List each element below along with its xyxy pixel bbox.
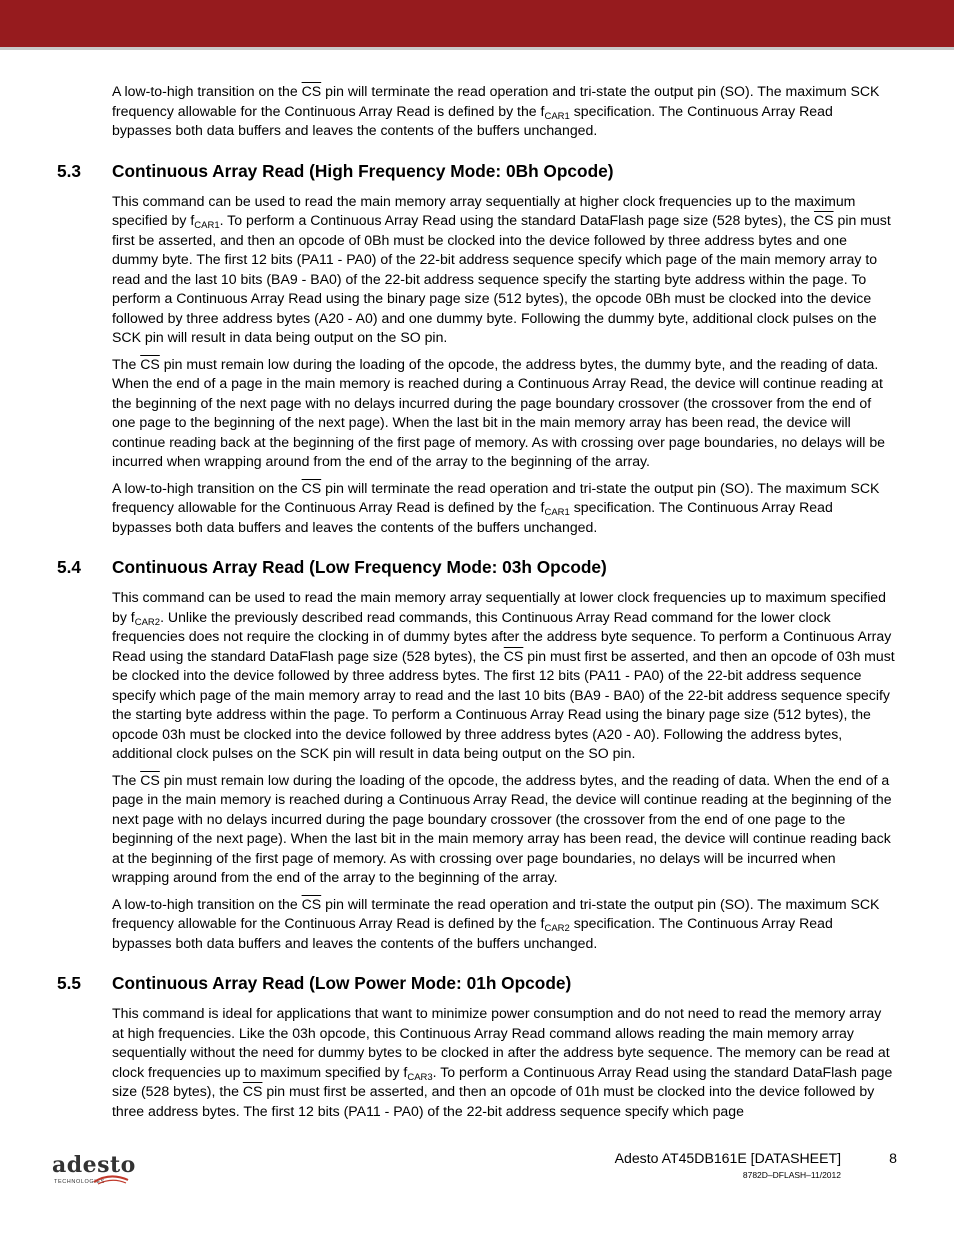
section-heading-5-5: 5.5 Continuous Array Read (Low Power Mode: 01h Opcode) (57, 973, 572, 993)
section-5-3-paragraph-1: This command can be used to read the main memory array sequentially at higher clock frequencies up to the maximum specified by $f_{CAR1}$. To perform a Continuous Array Read using the standard DataFlash page size (528 bytes), the $\overline{CS}$ pin must first be asserted, and then an opcode of 0Bh must be clocked into the device followed by three address bytes and one dummy byte. The first 12 bits (PA11 - PA0) of the 22-bit address sequence specify which page of the main memory array to read and the last 10 bits (BA9 - BA0) of the 22-bit address sequence specify the starting byte address within the page. To perform a Continuous Array Read using the binary page size (512 bytes), the opcode 0Bh must be clocked into the device followed by three address bytes (A20 - A0) and one dummy byte. Following the dummy byte, additional clock pulses on the SCK pin will result in data being output on the SO pin. (112, 192, 891, 345)
page-number: 8 (889, 1150, 897, 1166)
footer-doc-title: Adesto AT45DB161E [DATASHEET] (614, 1150, 841, 1166)
section-heading-5-3: 5.3 Continuous Array Read (High Frequency Mode: 0Bh Opcode) (57, 160, 614, 181)
header-divider (0, 47, 954, 50)
section-heading-5-4: 5.4 Continuous Array Read (Low Frequency Mode: 03h Opcode) (57, 557, 607, 577)
section-5-4-paragraph-2: The $\overline{CS}$ pin must remain low during the loading of the opcode, the address bytes, and the reading of data. When the end of a page in the main memory is reached during a Continuous Array Read, the device will continue reading at the beginning of the next page with no delays incurred during the page boundary crossover (the crossover from the end of one page to the beginning of the next page). When the last bit in the main memory array has been read, the device will continue reading back at the beginning of the first page of memory. As with crossing over page boundaries, no delays will be incurred when wrapping around from the end of the array to the beginning of the array. (112, 771, 892, 885)
logo-wordmark: adesto (52, 1152, 136, 1178)
header-bar (0, 0, 954, 47)
logo-swoosh-icon (92, 1174, 130, 1186)
section-5-3-paragraph-2: The $\overline{CS}$ pin must remain low during the loading of the opcode, the address bytes, the dummy byte, and the reading of data. When the end of a page in the main memory is reached during a Continuous Array Read, the device will continue reading at the beginning of the next page with no delays incurred during the page boundary crossover (the crossover from the end of one page to the beginning of the next page). When the last bit in the main memory array has been read, the device will continue reading back at the beginning of the first page of memory. As with crossing over page boundaries, no delays will be incurred when wrapping around from the end of the array to the beginning of the array. (112, 355, 886, 469)
section-5-3-paragraph-3: A low-to-high transition on the $\overline{CS}$ pin will terminate the read operation and tri-state the output pin (SO). The maximum SCK frequency allowable for the Continuous Array Read is defined by the $f_{CAR1}$ specification. The Continuous Array Read bypasses both data buffers and leaves the contents of the buffers unchanged. (112, 479, 880, 535)
section-5-5-paragraph-1: This command is ideal for applications that want to minimize power consumption and do not need to read the memory array at high frequencies. Like the 03h opcode, this Continuous Array Read command allows reading the main memory array sequentially without the need for dummy bytes to be clocked in after the address byte sequence. The memory can be read at clock frequencies up to maximum specified by $f_{CAR3}$. To perform a Continuous Array Read using the standard DataFlash page size (528 bytes), the $\overline{CS}$ pin must first be asserted, and then an opcode of 01h must be clocked into the device followed by three address bytes. The first 12 bits (PA11 - PA0) of the 22-bit address sequence specify which page (112, 1005, 893, 1119)
logo-tagline: TECHNOLOGIES (54, 1179, 105, 1185)
adesto-logo (52, 1152, 142, 1188)
footer-doc-code: 8782D–DFLASH–11/2012 (742, 1170, 841, 1180)
section-5-4-paragraph-3: A low-to-high transition on the $\overline{CS}$ pin will terminate the read operation and tri-state the output pin (SO). The maximum SCK frequency allowable for the Continuous Array Read is defined by the $f_{CAR2}$ specification. The Continuous Array Read bypasses both data buffers and leaves the contents of the buffers unchanged. (112, 895, 880, 951)
section-5-4-paragraph-1: This command can be used to read the main memory array sequentially at lower clock frequencies up to maximum specified by $f_{CAR2}$. Unlike the previously described read commands, this Continuous Array Read command for the lower clock frequencies does not require the clocking in of dummy bytes after the address byte sequence. To perform a Continuous Array Read using the standard DataFlash page size (528 bytes), the $\overline{CS}$ pin must first be asserted, and then an opcode of 03h must be clocked into the device followed by three address bytes. The first 12 bits (PA11 - PA0) of the 22-bit address sequence specify which page of the main memory array to read and the last 10 bits (BA9 - BA0) of the 22-bit address sequence specify the starting byte address within the page. To perform a Continuous Array Read using the binary page size (512 bytes), the opcode 03h must be clocked into the device followed by three address bytes (A20 - A0). Following the address bytes, additional clock pulses on the SCK pin will result in data being output on the SO pin. (112, 589, 895, 761)
intro-paragraph: A low-to-high transition on the $\overline{CS}$ pin will terminate the read operation and tri-state the output pin (SO). The maximum SCK frequency allowable for the Continuous Array Read is defined by the $f_{CAR1}$ specification. The Continuous Array Read bypasses both data buffers and leaves the contents of the buffers unchanged. (112, 83, 880, 138)
page-content (0, 82, 954, 1128)
